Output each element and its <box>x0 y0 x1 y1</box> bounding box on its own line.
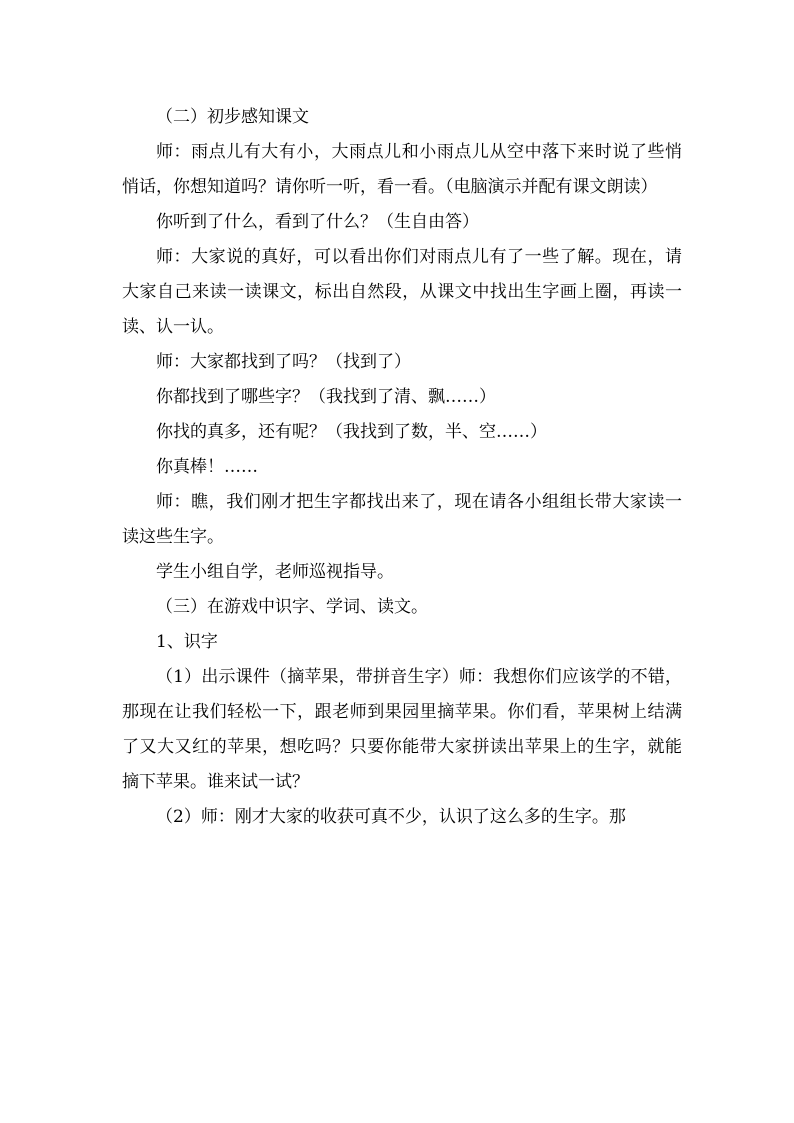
paragraph: 师：大家说的真好，可以看出你们对雨点儿有了一些了解。现在，请大家自己来读一读课文，标出自然段，从课文中找出生字画上圈，再读一读、认一认。 <box>122 247 682 337</box>
document-body <box>122 100 682 835</box>
paragraph: （2）师：刚才大家的收获可真不少，认识了这么多的生字。那 <box>156 807 626 827</box>
paragraph: 学生小组自学，老师巡视指导。 <box>156 562 394 582</box>
paragraph: 师：瞧，我们刚才把生字都找出来了，现在请各小组组长带大家读一读这些生字。 <box>122 492 682 547</box>
paragraph: （1）出示课件（摘苹果，带拼音生字）师：我想你们应该学的不错，那现在让我们轻松一下，跟老师到果园里摘苹果。你们看，苹果树上结满了又大又红的苹果，想吃吗？只要你能带大家拼读出苹果上的生字，就能摘下苹果。谁来试一试？ <box>122 667 682 792</box>
paragraph: 师：雨点儿有大有小，大雨点儿和小雨点儿从空中落下来时说了些悄悄话，你想知道吗？请你听一听，看一看。（电脑演示并配有课文朗读） <box>122 142 682 197</box>
paragraph: 你真棒！…… <box>156 457 258 477</box>
section-heading-initial-perception: （二）初步感知课文 <box>156 107 309 127</box>
paragraph: 师：大家都找到了吗？（找到了） <box>156 352 411 372</box>
subheading-literacy: 1、识字 <box>156 632 218 652</box>
paragraph: 你都找到了哪些字？（我找到了清、飘……） <box>156 387 496 407</box>
paragraph: 你听到了什么，看到了什么？（生自由答） <box>156 212 479 232</box>
paragraph: 你找的真多，还有呢？（我找到了数，半、空……） <box>156 422 547 442</box>
section-heading-games: （三）在游戏中识字、学词、读文。 <box>156 597 428 617</box>
